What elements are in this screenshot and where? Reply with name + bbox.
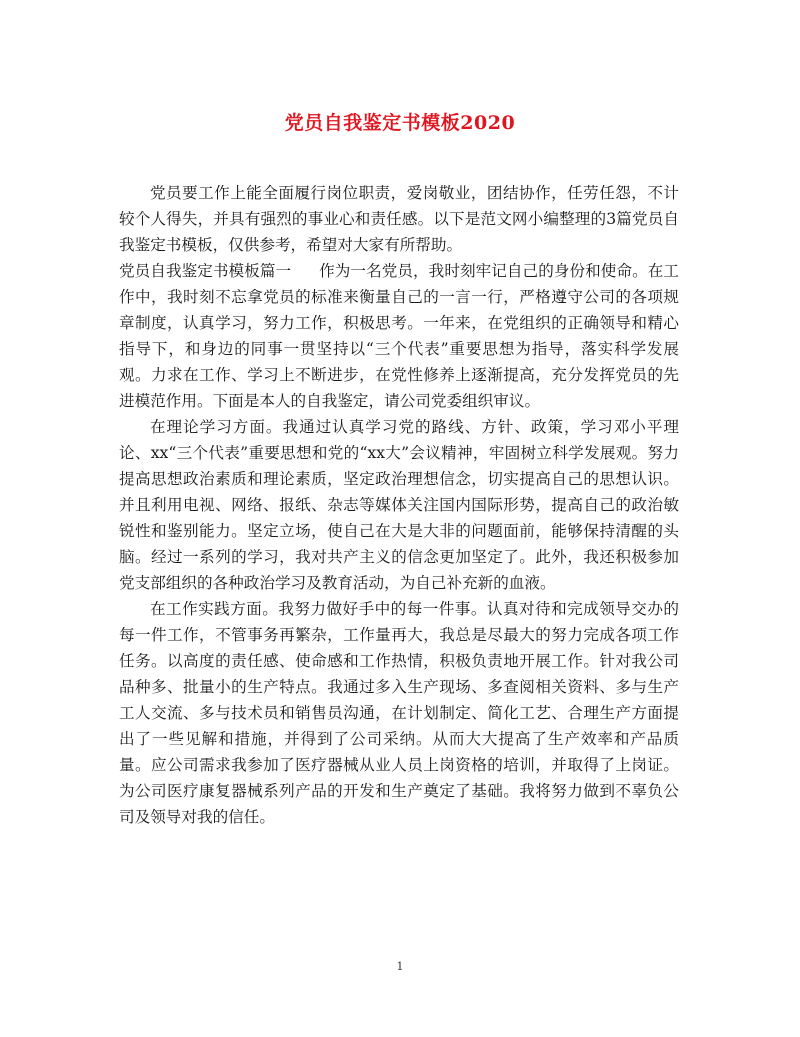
document-body bbox=[119, 180, 679, 830]
work-practice-paragraph: 在工作实践方面。我努力做好手中的每一件事。认真对待和完成领导交办的每一件工作，不管事务再繁杂，工作量再大，我总是尽最大的努力完成各项工作任务。以高度的责任感、使命感和工作热情，积极负责地开展工作。针对我公司品种多、批量小的生产特点。我通过多入生产现场、多查阅相关资料、多与生产工人交流、多与技术员和销售员沟通，在计划制定、简化工艺、合理生产方面提出了一些见解和措施，并得到了公司采纳。从而大大提高了生产效率和产品质量。应公司需求我参加了医疗器械从业人员上岗资格的培训，并取得了上岗证。为公司医疗康复器械系列产品的开发和生产奠定了基础。我将努力做到不辜负公司及领导对我的信任。 bbox=[119, 600, 679, 826]
theory-study-paragraph: 在理论学习方面。我通过认真学习党的路线、方针、政策，学习邓小平理论、xx“三个代表”重要思想和党的“xx大”会议精神，牢固树立科学发展观。努力提高思想政治素质和理论素质，坚定政治理想信念，切实提高自己的思想认识。并且利用电视、网络、报纸、杂志等媒体关注国内国际形势，提高自己的政治敏锐性和鉴别能力。坚定立场，使自己在大是大非的问题面前，能够保持清醒的头脑。经过一系列的学习，我对共产主义的信念更加坚定了。此外，我还积极参加党支部组织的各种政治学习及教育活动，为自己补充新的血液。 bbox=[119, 418, 679, 592]
section-paragraph bbox=[119, 258, 679, 414]
intro-paragraph: 党员要工作上能全面履行岗位职责，爱岗敬业，团结协作，任劳任怨，不计较个人得失，并具有强烈的事业心和责任感。以下是范文网小编整理的3篇党员自我鉴定书模板，仅供参考，希望对大家有所帮助。 bbox=[119, 184, 679, 254]
section-first-paragraph: 作为一名党员，我时刻牢记自己的身份和使命。在工作中，我时刻不忘拿党员的标准来衡量自己的一言一行，严格遵守公司的各项规章制度，认真学习，努力工作，积极思考。一年来，在党组织的正确领导和精心指导下，和身边的同事一贯坚持以“三个代表”重要思想为指导，落实科学发展观。力求在工作、学习上不断进步，在党性修养上逐渐提高，充分发挥党员的先进模范作用。下面是本人的自我鉴定，请公司党委组织审议。 bbox=[119, 262, 679, 410]
document-title: 党员自我鉴定书模板2020 bbox=[284, 112, 516, 134]
section-heading: 党员自我鉴定书模板篇一 bbox=[119, 262, 292, 280]
page-number: 1 bbox=[396, 960, 404, 973]
